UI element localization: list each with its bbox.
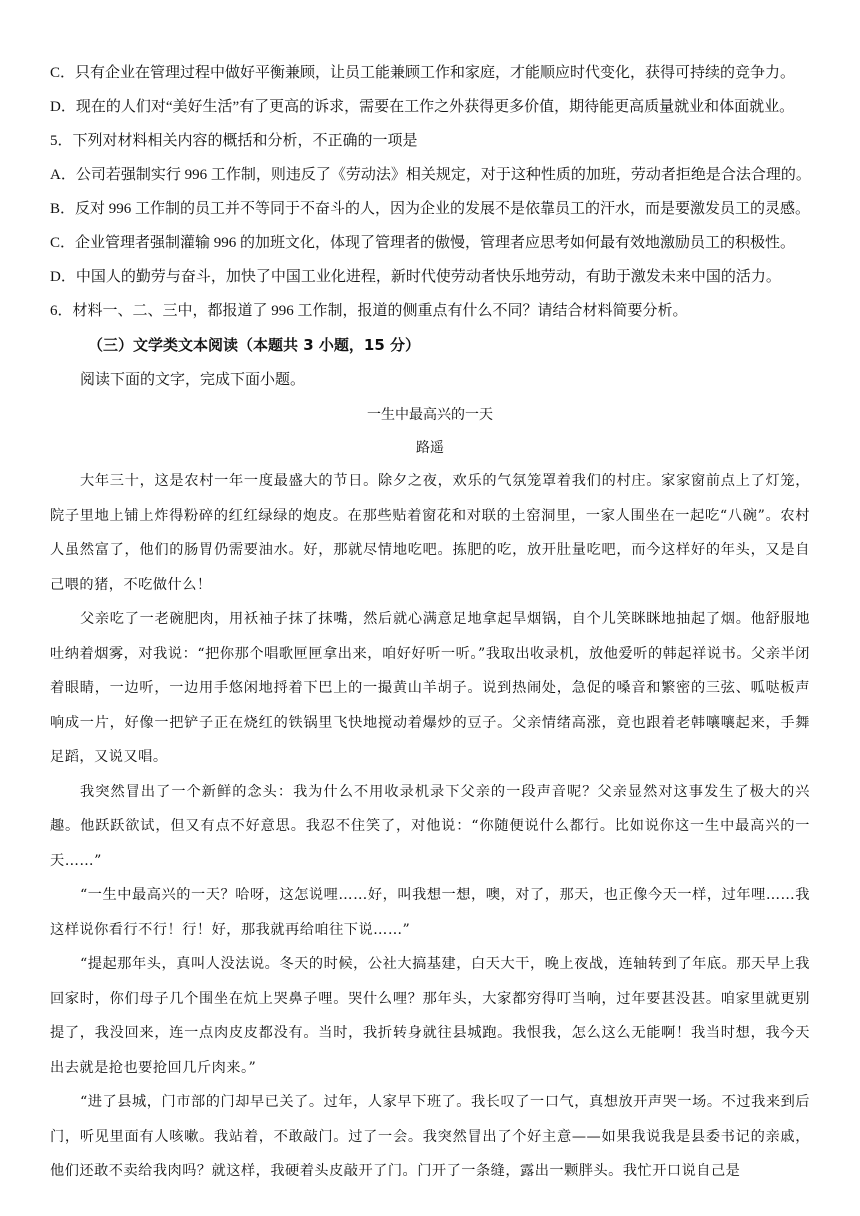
option-q5-d: D．中国人的勤劳与奋斗，加快了中国工业化进程，新时代使劳动者快乐地劳动，有助于激发未来中国的活力。 [50, 269, 781, 285]
document-page [50, 56, 810, 1189]
option-q5-a: A．公司若强制实行 996 工作制，则违反了《劳动法》相关规定，对于这种性质的加班，劳动者拒绝是合法合理的。 [50, 167, 811, 183]
option-q5-b: B．反对 996 工作制的员工并不等同于不奋斗的人，因为企业的发展不是依靠员工的汗水，而是要激发员工的灵感。 [50, 201, 811, 217]
story-paragraph: 父亲吃了一老碗肥肉，用袄袖子抹了抹嘴，然后就心满意足地拿起旱烟锅，自个儿笑眯眯地抽起了烟。他舒服地吐纳着烟雾，对我说：“把你那个唱歌匣匣拿出来，咱好好听一听。”我取出收录机，放他爱听的韩起祥说书。父亲半闭着眼睛，一边听，一边用手悠闲地捋着下巴上的一撮黄山羊胡子。说到热闹处，急促的嗓音和繁密的三弦、呱哒板声响成一片，好像一把铲子正在烧红的铁锅里飞快地搅动着爆炒的豆子。父亲情绪高涨，竟也跟着老韩嚷嚷起来，手舞足蹈，又说又唱。 [50, 611, 810, 765]
option-q5-c: C．企业管理者强制灌输 996 的加班文化，体现了管理者的傲慢，管理者应思考如何最有效地激励员工的积极性。 [50, 235, 796, 251]
question-6-stem: 6．材料一、二、三中，都报道了 996 工作制，报道的侧重点有什么不同？请结合材料简要分析。 [50, 303, 688, 319]
story-paragraph: “进了县城，门市部的门却早已关了。过年，人家早下班了。我长叹了一口气，真想放开声哭一场。不过我来到后门，听见里面有人咳嗽。我站着，不敢敲门。过了一会。我突然冒出了个好主意——如果我说我是县委书记的亲戚，他们还敢不卖给我肉吗？就这样，我硬着头皮敲开了门。门开了一条缝，露出一颗胖头。我忙开口说自己是 [50, 1094, 810, 1179]
story-title: 一生中最高兴的一天 [367, 407, 493, 423]
story-author: 路遥 [416, 440, 444, 456]
story-paragraph: 大年三十，这是农村一年一度最盛大的节日。除夕之夜，欢乐的气氛笼罩着我们的村庄。家家窗前点上了灯笼，院子里地上铺上炸得粉碎的红红绿绿的炮皮。在那些贴着窗花和对联的土窑洞里，一家人围坐在一起吃“八碗”。农村人虽然富了，他们的肠胃仍需要油水。好，那就尽情地吃吧。拣肥的吃，放开肚量吃吧，而今这样好的年头，又是自己喂的猪，不吃做什么！ [50, 473, 810, 593]
option-q4-c: C．只有企业在管理过程中做好平衡兼顾，让员工能兼顾工作和家庭，才能顺应时代变化，获得可持续的竞争力。 [50, 65, 796, 81]
story-paragraph: “一生中最高兴的一天？哈呀，这怎说哩……好，叫我想一想，噢，对了，那天，也正像今天一样，过年哩……我这样说你看行不行！行！好，那我就再给咱往下说……” [50, 887, 810, 938]
section-instruction: 阅读下面的文字，完成下面小题。 [80, 372, 306, 388]
question-5-stem: 5．下列对材料相关内容的概括和分析，不正确的一项是 [50, 133, 418, 149]
story-paragraph: 我突然冒出了一个新鲜的念头：我为什么不用收录机录下父亲的一段声音呢？父亲显然对这事发生了极大的兴趣。他跃跃欲试，但又有点不好意思。我忍不住笑了，对他说：“你随便说什么都行。比如说你这一生中最高兴的一天……” [50, 783, 810, 869]
story-paragraph: “提起那年头，真叫人没法说。冬天的时候，公社大搞基建，白天大干，晚上夜战，连轴转到了年底。那天早上我回家时，你们母子几个围坐在炕上哭鼻子哩。哭什么哩？那年头，大家都穷得叮当响，过年要甚没甚。咱家里就更别提了，我没回来，连一点肉皮皮都没有。当时，我折转身就往县城跑。我恨我，怎么这么无能啊！我当时想，我今天出去就是抢也要抢回几斤肉来。” [50, 956, 810, 1076]
option-q4-d: D．现在的人们对“美好生活”有了更高的诉求，需要在工作之外获得更多价值，期待能更高质量就业和体面就业。 [50, 99, 795, 115]
section-heading: （三）文学类文本阅读（本题共 3 小题，15 分） [88, 336, 420, 354]
